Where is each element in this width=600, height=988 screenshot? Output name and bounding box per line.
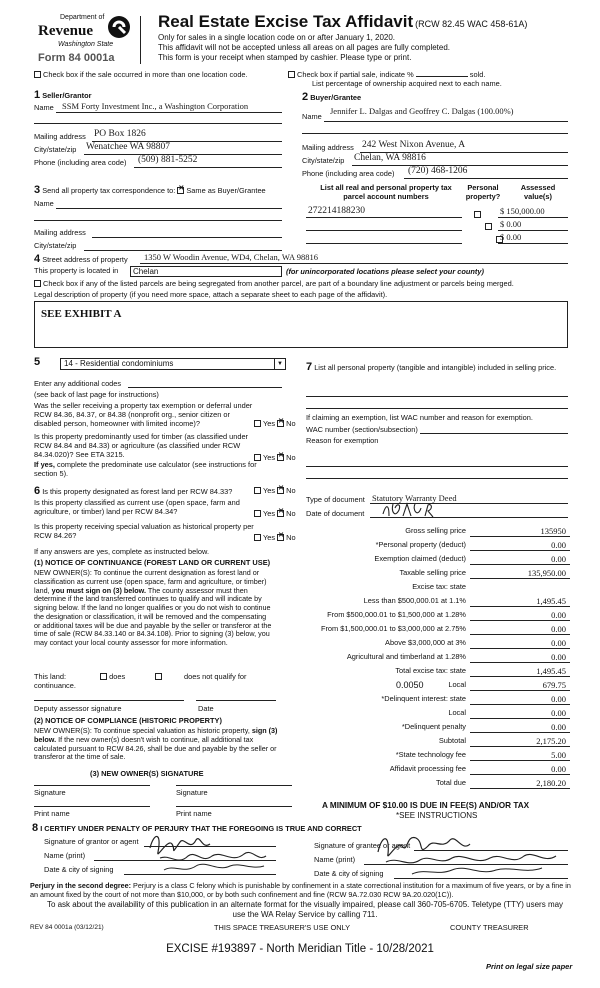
tax-tier-3-value[interactable]: 0.00 <box>551 624 566 634</box>
s7-text: 7 List all personal property (tangible and intangible) included in selling price. <box>306 361 557 373</box>
seller-name-value[interactable]: SSM Forty Investment Inc., a Washington Corporation <box>62 101 249 111</box>
total-due-value[interactable]: 2,180.20 <box>536 778 566 788</box>
legal-description-box[interactable] <box>34 301 568 348</box>
calc-label-18: Total due <box>436 778 466 787</box>
buyer-phone-value[interactable]: (720) 468-1206 <box>408 166 468 176</box>
see-instructions: *SEE INSTRUCTIONS <box>396 811 478 820</box>
calc-label-10: Total excise tax: state <box>395 666 466 675</box>
county-treasurer: COUNTY TREASURER <box>450 923 529 932</box>
s3-mail-label: Mailing address <box>34 228 86 237</box>
assessed-col-header: Assessed value(s) <box>520 183 556 201</box>
notice-1-body: NEW OWNER(S): To continue the current designation as forest land or classification as current use (open space, farm and agriculture, or timber) land, you must sign on (3) below. The county assessor must then determine if the land transferred continues to qualify and will indicate by signing below. If the land no longer qualifies or you do not wish to continue the designation or classification, it will be removed and the compensating or additional taxes will be due and payable by the seller or transferor at the time of sale (RCW 84.33.140 or 84.34.108). Prior to signing (3) below, you may contact your local county assessor for more information. <box>34 568 272 648</box>
certify-heading: 8 I CERTIFY UNDER PENALTY OF PERJURY THAT THE FOREGOING IS TRUE AND CORRECT <box>32 822 362 834</box>
taxable-selling-price[interactable]: 135,950.00 <box>527 568 566 578</box>
seller-mail-value[interactable]: PO Box 1826 <box>94 129 146 139</box>
chevron-down-icon[interactable]: ▼ <box>274 359 285 369</box>
legal-desc-label: Legal description of property (if you need more space, attach a separate sheet to each page of the affidavit). <box>34 290 388 299</box>
s5-q2-no[interactable] <box>277 454 284 461</box>
tax-calculation <box>300 524 570 798</box>
technology-fee-value[interactable]: 5.00 <box>551 750 566 760</box>
s4-located-label: This property is located in <box>34 266 119 275</box>
gross-selling-price[interactable]: 135950 <box>540 526 566 536</box>
assessed-value-3[interactable]: $ 0.00 <box>500 232 522 242</box>
alternate-format-note: To ask about the availability of this publication in an alternate format for the visually impaired, please call 360-705-6705. Teletype (TTY) users may use the WA Relay Service by calling 711. <box>46 900 564 919</box>
additional-codes-line <box>128 387 282 388</box>
grantee-date-line <box>394 878 568 879</box>
location-select[interactable]: Chelan <box>130 266 282 277</box>
s6-q3-answer[interactable]: Yes ✕ No <box>254 534 296 543</box>
ownership-note: List percentage of ownership acquired next to each name. <box>312 79 502 88</box>
calc-label-8: Above $3,000,000 at 3% <box>385 638 466 647</box>
buyer-mail-label: Mailing address <box>302 143 354 152</box>
assessed-line-1 <box>498 217 568 218</box>
personal-checkbox-1[interactable] <box>474 211 481 218</box>
deputy-sig-label: Deputy assessor signature <box>34 704 122 713</box>
s4-street-line <box>140 263 568 264</box>
grantee-name-label: Name (print) <box>314 855 356 864</box>
land-use-select[interactable]: 14 - Residential condominiums ▼ <box>60 358 286 370</box>
property-street-value[interactable]: 1350 W Woodin Avenue, WD4, Chelan, WA 98816 <box>144 252 319 262</box>
parcel-col-header: List all real and personal property tax parcel account numbers <box>320 183 452 201</box>
excise-stamp: EXCISE #193897 - North Meridian Title - 10/28/2021 <box>166 943 434 955</box>
delinquent-interest-local[interactable]: 0.00 <box>551 708 566 718</box>
dept-of-text: Department of <box>60 14 105 21</box>
reason-line-1 <box>306 466 568 467</box>
owner-sig-line-2 <box>176 785 292 786</box>
multi-location-checkbox[interactable] <box>34 71 41 78</box>
buyer-phone-label: Phone (including area code) <box>302 169 395 178</box>
s3-city-line <box>84 250 282 251</box>
exemption-claimed-value[interactable]: 0.00 <box>551 554 566 564</box>
section3-heading: 3 Send all property tax correspondence to: ✕ Same as Buyer/Grantee <box>34 184 266 197</box>
dor-logo <box>34 12 134 70</box>
local-tax-value[interactable]: 679.75 <box>542 680 566 690</box>
reason-label: Reason for exemption <box>306 436 379 445</box>
notice-2-title: (2) NOTICE OF COMPLIANCE (HISTORIC PROPERTY) <box>34 716 222 725</box>
form-revision: REV 84 0001a (03/12/21) <box>30 924 104 931</box>
segregated-check[interactable]: Check box if any of the listed parcels are being segregated from another parcel, are part of a boundary line adjustment or parcels being merged. <box>34 280 514 289</box>
form-number: Form 84 0001a <box>38 52 115 64</box>
s5-q1-answer[interactable]: Yes ✕ No <box>254 420 296 429</box>
calc-label-11: Local <box>448 680 466 689</box>
parcel-line-2 <box>306 230 462 231</box>
s7-line-1 <box>306 396 568 397</box>
tax-tier-4-value[interactable]: 0.00 <box>551 638 566 648</box>
same-as-buyer-checkbox[interactable] <box>177 187 184 194</box>
calc-label-9: Agricultural and timberland at 1.28% <box>346 652 466 661</box>
assessed-line-3 <box>498 243 568 244</box>
grantor-signature-scribble[interactable] <box>140 826 270 876</box>
s3-city-label: City/state/zip <box>34 241 77 250</box>
calc-label-7: From $1,500,000.01 to $3,000,000 at 2.75% <box>320 624 466 633</box>
parcel-line-1 <box>306 217 462 218</box>
multi-location-check[interactable]: Check box if the sale occurred in more than one location code. <box>34 71 248 80</box>
s4-street-row: 4 Street address of property <box>34 253 128 265</box>
calc-label-13: Local <box>448 708 466 717</box>
title-text: Real Estate Excise Tax Affidavit <box>158 12 414 31</box>
s5-number: 5 <box>34 356 41 368</box>
s6-q2: Is this property classified as current use (open space, farm and agriculture, or timber) land per RCW 84.34? <box>34 498 240 516</box>
owner-sig-label-2: Signature <box>176 788 208 797</box>
wac-line <box>420 433 568 434</box>
buyer-name-line <box>324 121 568 122</box>
perjury-notice: Perjury in the second degree: Perjury is a class C felony which is punishable by confinement in a state correctional institution for a maximum of five years, or by a fine in an amount fixed by the court of not more than $10,000, or by both such confinement and fine (RCW 9A.72.030 RCW 9A.20.020(1C)). <box>30 881 571 899</box>
buyer-city-value[interactable]: Chelan, WA 98816 <box>354 153 426 163</box>
s6-q1-answer[interactable]: Yes ✕ No <box>254 487 296 496</box>
revenue-swirl-icon <box>106 14 132 40</box>
wac-label: WAC number (section/subsection) <box>306 425 418 434</box>
calc-label-1: *Personal property (deduct) <box>375 540 466 549</box>
seller-blank-line <box>34 123 282 124</box>
grantee-signature-scribble[interactable] <box>372 826 562 878</box>
owner-print-line-2 <box>176 806 292 807</box>
s5-q1-yes[interactable] <box>254 420 261 427</box>
s6-q1: 6 Is this property designated as forest land per RCW 84.33? <box>34 485 233 497</box>
calc-label-5: Less than $500,000.01 at 1.1% <box>363 596 466 605</box>
buyer-name-value[interactable]: Jennifer L. Dalgas and Geoffrey C. Dalgas (100.00%) <box>330 106 514 116</box>
doc-date-label: Date of document <box>306 509 365 518</box>
does-not-text: does not qualify for continuance. <box>34 672 247 690</box>
s3-mail-line <box>92 237 282 238</box>
grantor-date-label: Date & city of signing <box>44 865 114 874</box>
additional-codes-label: Enter any additional codes <box>34 379 122 388</box>
seller-phone-line <box>134 167 282 168</box>
s5-q2-answer[interactable]: Yes ✕ No <box>254 454 296 463</box>
header-line-1: Only for sales in a single location code on or after January 1, 2020. <box>158 33 396 42</box>
seller-name-line <box>56 112 282 113</box>
assessed-value-2[interactable]: $ 0.00 <box>500 219 522 229</box>
notice-2-body: NEW OWNER(S): To continue special valuation as historic property, sign (3) below. If the new owner(s) doesn't wish to continue, all additional tax calculated pursuant to RCW 84.26, shall be due and payable by the seller or transferor at the time of sale. <box>34 726 278 762</box>
partial-sale-checkbox[interactable] <box>288 71 295 78</box>
s5-q1: Was the seller receiving a property tax exemption or deferral under RCW 84.36, 84.37, or 84.38 (nonprofit org., senior citizen or disabled person, homeowner with limited income)? <box>34 401 253 428</box>
reason-line-2 <box>306 478 568 479</box>
title-rcw: (RCW 82.45 WAC 458-61A) <box>415 19 528 29</box>
deputy-date-line <box>196 700 276 701</box>
processing-fee-value[interactable]: 0.00 <box>551 764 566 774</box>
owner-sig-label-1: Signature <box>34 788 66 797</box>
calc-label-2: Exemption claimed (deduct) <box>374 554 466 563</box>
header-line-3: This form is your receipt when stamped by cashier. Please type or print. <box>158 53 412 62</box>
this-land-row: This land: does <box>34 673 164 682</box>
seller-city-label: City/state/zip <box>34 145 77 154</box>
total-state-tax-value[interactable]: 1,495.45 <box>536 666 566 676</box>
s3-name-label: Name <box>34 199 54 208</box>
seller-phone-label: Phone (including area code) <box>34 158 127 167</box>
buyer-phone-line <box>404 178 568 179</box>
s6-q2-no[interactable] <box>277 510 284 517</box>
header-line-2: This affidavit will not be accepted unless all areas on all pages are fully completed. <box>158 43 451 52</box>
seller-mail-label: Mailing address <box>34 132 86 141</box>
s6-q1-yes[interactable] <box>254 487 261 494</box>
deputy-sig-line <box>34 700 184 701</box>
s7-line-2 <box>306 408 568 409</box>
seller-phone-value[interactable]: (509) 881-5252 <box>138 155 198 165</box>
seller-city-value[interactable]: Wenatchee WA 98807 <box>86 142 171 152</box>
grantor-name-label: Name (print) <box>44 851 86 860</box>
seller-heading: 1 Seller/Grantor <box>34 89 92 101</box>
parcel-line-3 <box>306 243 462 244</box>
minimum-due-note: A MINIMUM OF $10.00 IS DUE IN FEE(S) AND/OR TAX <box>322 801 530 810</box>
buyer-heading: 2 Buyer/Grantee <box>302 91 362 103</box>
owner-sig-line-1 <box>34 785 150 786</box>
unincorporated-note: (for unincorporated locations please select your county) <box>286 267 484 276</box>
s6-if-yes: If any answers are yes, complete as instructed below. <box>34 547 209 556</box>
buyer-city-label: City/state/zip <box>302 156 345 165</box>
notice-1-title: (1) NOTICE OF CONTINUANCE (FOREST LAND OR CURRENT USE) <box>34 558 271 567</box>
legal-size-note: Print on legal size paper <box>486 962 573 971</box>
header-divider <box>140 16 141 64</box>
additional-codes-note: (see back of last page for instructions) <box>34 390 159 399</box>
buyer-blank-line <box>302 133 568 134</box>
delinquent-penalty-value[interactable]: 0.00 <box>551 722 566 732</box>
revenue-wordmark: Revenue <box>38 23 93 39</box>
s6-q2-answer[interactable]: Yes ✕ No <box>254 510 296 519</box>
notice-3-title: (3) NEW OWNER(S) SIGNATURE <box>90 769 204 778</box>
local-rate: 0.0050 <box>396 680 424 690</box>
calc-label-3: Taxable selling price <box>399 568 466 577</box>
legal-description-text: SEE EXHIBIT A <box>41 308 122 320</box>
personal-property-value[interactable]: 0.00 <box>551 540 566 550</box>
calc-label-15: Subtotal <box>438 736 466 745</box>
doc-type-value[interactable]: Statutory Warranty Deed <box>372 493 457 503</box>
calc-label-14: *Delinquent penalty <box>401 722 466 731</box>
partial-sale-check[interactable]: Check box if partial sale, indicate % sold. <box>288 71 485 80</box>
s6-q3-no[interactable] <box>277 534 284 541</box>
tax-tier-1-value[interactable]: 1,495.45 <box>536 596 566 606</box>
seller-name-label: Name <box>34 103 54 112</box>
calc-label-4: Excise tax: state <box>412 582 466 591</box>
washington-state-text: Washington State <box>58 41 114 48</box>
grantee-date-label: Date & city of signing <box>314 869 384 878</box>
owner-print-line-1 <box>34 806 150 807</box>
calc-label-12: *Delinquent interest: state <box>381 694 466 703</box>
buyer-mail-value[interactable]: 242 West Nixon Avenue, A <box>362 140 466 150</box>
calc-label-6: From $500,000.01 to $1,500,000 at 1.28% <box>327 610 466 619</box>
s6-q3-yes[interactable] <box>254 534 261 541</box>
doc-date-line <box>370 517 568 518</box>
s6-q1-no[interactable] <box>277 487 284 494</box>
treasurer-use-only: THIS SPACE TREASURER'S USE ONLY <box>214 923 351 932</box>
page-title <box>158 12 527 32</box>
parcel-number-1[interactable]: 272214188230 <box>308 206 365 216</box>
assessed-value-1[interactable]: $ 150,000.00 <box>500 206 545 216</box>
s6-q3: Is this property receiving special valuation as historical property per RCW 84.26? <box>34 522 254 540</box>
agricultural-tax-value[interactable]: 0.00 <box>551 652 566 662</box>
subtotal-value[interactable]: 2,175.20 <box>536 736 566 746</box>
s5-q1-no[interactable] <box>277 420 284 427</box>
buyer-name-label: Name <box>302 112 322 121</box>
doc-type-label: Type of document <box>306 495 365 504</box>
s3-blank-line <box>34 220 282 221</box>
personal-col-header: Personal property? <box>465 183 501 201</box>
segregated-checkbox[interactable] <box>34 280 41 287</box>
grantor-sig-label: Signature of grantor or agent <box>44 837 139 846</box>
delinquent-interest-state[interactable]: 0.00 <box>551 694 566 704</box>
assessed-line-2 <box>498 230 568 231</box>
s6-q2-yes[interactable] <box>254 510 261 517</box>
calc-label-17: Affidavit processing fee <box>389 764 466 773</box>
s5-q2-ifyes: If yes, complete the predominate use calculator (see instructions for section 5). <box>34 460 257 478</box>
s3-name-line <box>56 208 282 209</box>
tax-tier-2-value[interactable]: 0.00 <box>551 610 566 620</box>
personal-checkbox-2[interactable] <box>485 223 492 230</box>
owner-print-label-1: Print name <box>34 809 70 818</box>
s5-q2: Is this property predominantly used for timber (as classified under RCW 84.84 and 84.33) or agriculture (as classified under RCW 84.34.020)? See ETA 3215. <box>34 432 249 459</box>
calc-label-16: *State technology fee <box>395 750 466 759</box>
exemption-note: If claiming an exemption, list WAC number and reason for exemption. <box>306 413 533 422</box>
grantee-sig-label: Signature of grantee or agent <box>314 841 411 850</box>
calc-label-0: Gross selling price <box>405 526 466 535</box>
owner-print-label-2: Print name <box>176 809 212 818</box>
deputy-date-label: Date <box>198 704 214 713</box>
